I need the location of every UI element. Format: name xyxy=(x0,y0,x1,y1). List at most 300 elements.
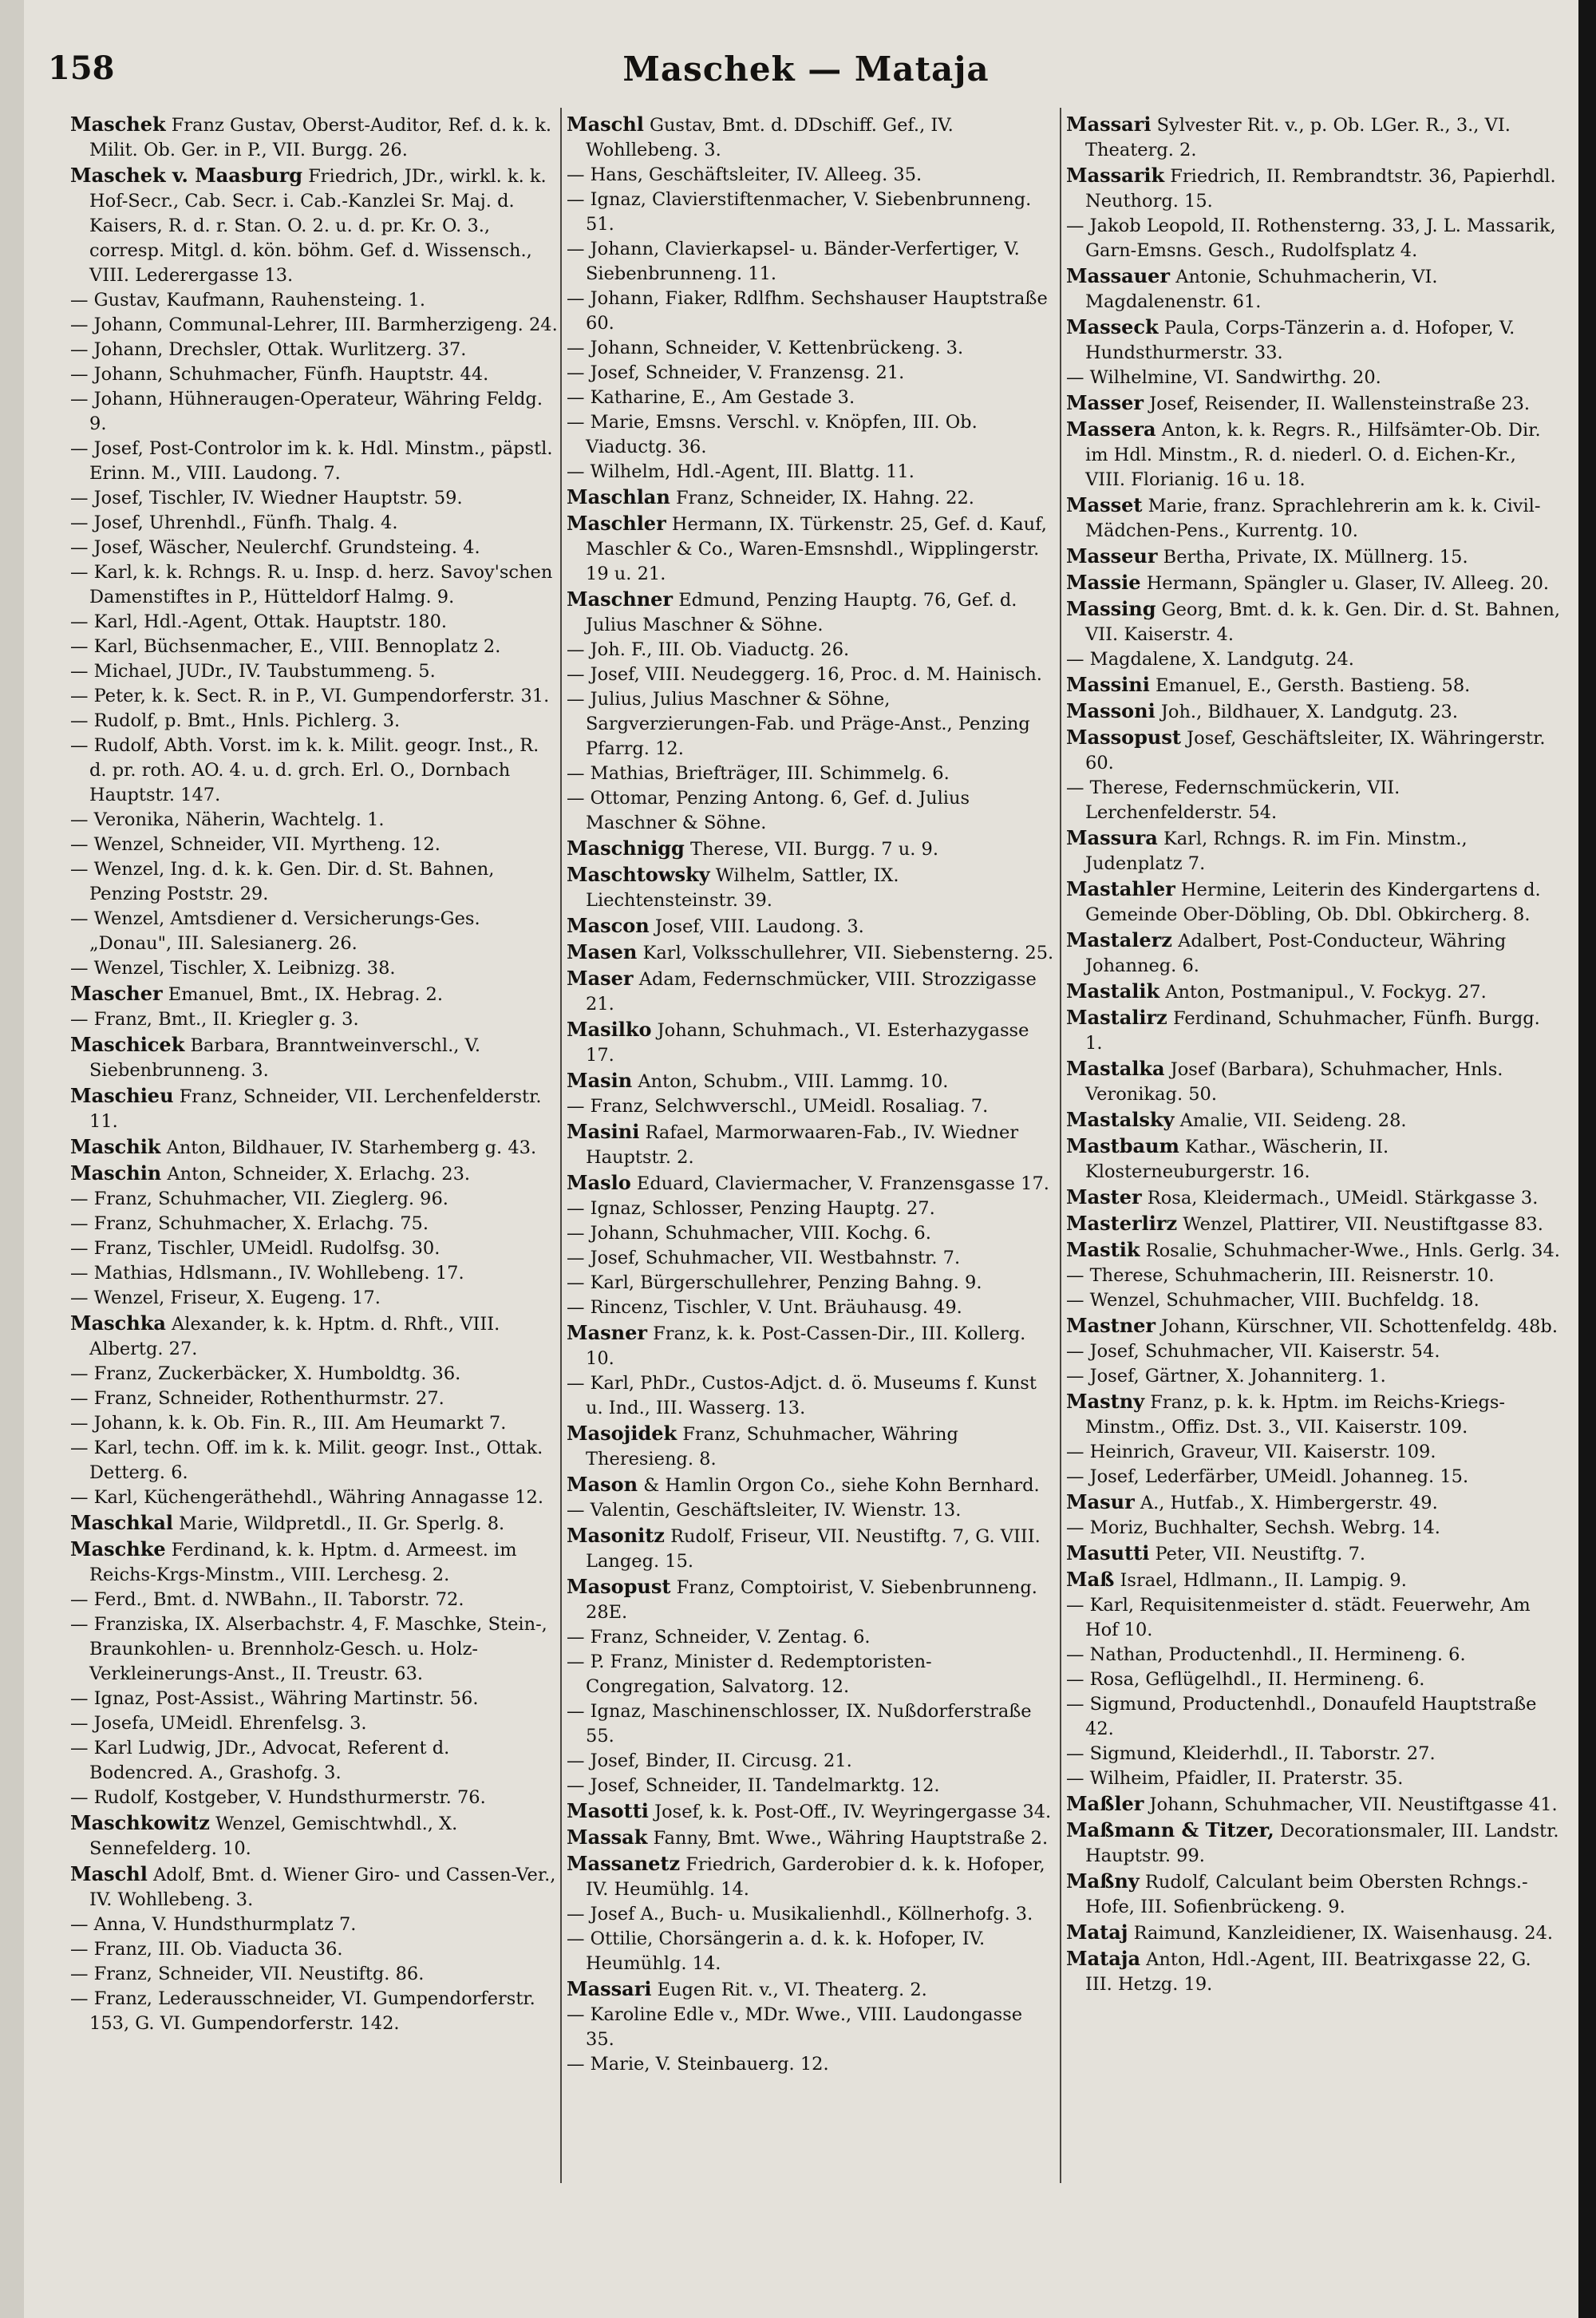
entry-details: — Johann, Drechsler, Ottak. Wurlitzerg. 37. xyxy=(70,339,467,360)
entry-surname: Masser xyxy=(1066,391,1144,414)
entry-details: Marie, franz. Sprachlehrerin am k. k. Civil-Mädchen-Pens., Kurrentg. 10. xyxy=(1085,496,1541,541)
entry-details: Wenzel, Plattirer, VII. Neustiftgasse 83. xyxy=(1183,1214,1543,1235)
entry-details: — Josefa, UMeidl. Ehrenfelsg. 3. xyxy=(70,1713,367,1734)
entry-surname: Masseck xyxy=(1066,315,1159,338)
directory-entry xyxy=(70,833,559,857)
entry-details: Anton, Bildhauer, IV. Starhemberg g. 43. xyxy=(166,1137,537,1158)
entry-surname: Maßler xyxy=(1066,1792,1144,1815)
entry-details: — Karl, Bürgerschullehrer, Penzing Bahng. 9. xyxy=(567,1272,982,1293)
entry-surname: Masin xyxy=(567,1069,633,1092)
directory-entry xyxy=(1066,1364,1561,1389)
entry-surname: Maser xyxy=(567,967,634,990)
entry-surname: Massanetz xyxy=(567,1852,681,1875)
directory-entry xyxy=(567,966,1055,1017)
entry-details: Eugen Rit. v., VI. Theaterg. 2. xyxy=(657,1980,927,2000)
directory-entry xyxy=(70,1537,559,1588)
directory-entry xyxy=(567,1927,1055,1976)
entry-details: Raimund, Kanzleidiener, IX. Waisenhausg. 24. xyxy=(1133,1923,1554,1944)
directory-entry xyxy=(70,907,559,956)
directory-entry xyxy=(70,1711,559,1736)
entry-details: — Franz, Schneider, Rothenthurmstr. 27. xyxy=(70,1388,444,1409)
entry-surname: Maschtowsky xyxy=(567,863,710,886)
entry-surname: Massari xyxy=(567,1977,652,2000)
entry-surname: Maslo xyxy=(567,1171,631,1194)
entry-details: Franz, p. k. k. Hptm. im Reichs-Kriegs-Minstm., Offiz. Dst. 3., VII. Kaiserstr. 109. xyxy=(1085,1392,1505,1438)
directory-entry xyxy=(1066,1766,1561,1791)
directory-entry xyxy=(567,939,1055,966)
entry-details: — Rudolf, Abth. Vorst. im k. k. Milit. geogr. Inst., R. d. pr. roth. AO. 4. u. d. grch. Erl. O., Dornbach Hauptstr. 147. xyxy=(70,735,539,805)
entry-surname: Masotti xyxy=(567,1799,649,1822)
entry-surname: Massie xyxy=(1066,571,1141,594)
directory-entry xyxy=(70,536,559,560)
directory-entry xyxy=(70,1161,559,1187)
entry-surname: Mastalka xyxy=(1066,1057,1165,1080)
directory-entry xyxy=(567,237,1055,287)
entry-details: Friedrich, JDr., wirkl. k. k. Hof-Secr., Cab. Secr. i. Cab.-Kanzlei Sr. Maj. d. Kaisers, R. d. r. Stan. O. 2. u. d. pr. Kr. O. 3., corresp. Mitgl. d. kön. böhm. Gef. d. Wissensch., VIII. Lederergasse 13. xyxy=(89,166,547,286)
directory-entry xyxy=(1066,570,1561,596)
directory-entry xyxy=(1066,1107,1561,1133)
directory-entry xyxy=(1066,698,1561,725)
entry-details: — Josef, Tischler, IV. Wiedner Hauptstr. 59. xyxy=(70,488,463,508)
entry-details: — Johann, k. k. Ob. Fin. R., III. Am Heumarkt 7. xyxy=(70,1413,507,1434)
directory-entry xyxy=(1066,263,1561,314)
entry-details: — Wilhelmine, VI. Sandwirthg. 20. xyxy=(1066,367,1381,388)
directory-entry xyxy=(70,1962,559,1987)
entry-details: Eduard, Claviermacher, V. Franzensgasse 17. xyxy=(636,1173,1049,1194)
entry-surname: Maschl xyxy=(567,113,644,136)
entry-details: — Franz, Zuckerbäcker, X. Humboldtg. 36. xyxy=(70,1363,461,1384)
entry-details: Josef, k. k. Post-Off., IV. Weyringergasse 34. xyxy=(654,1802,1052,1822)
directory-entry xyxy=(567,2003,1055,2052)
entry-details: — Ignaz, Post-Assist., Währing Martinstr. 56. xyxy=(70,1688,479,1709)
entry-surname: Masonitz xyxy=(567,1524,665,1547)
entry-details: Joh., Bildhauer, X. Landgutg. 23. xyxy=(1160,702,1459,722)
directory-entry xyxy=(567,511,1055,587)
directory-entry xyxy=(70,1436,559,1485)
entry-details: Wilhelm, Sattler, IX. Liechtensteinstr. 39. xyxy=(586,865,899,911)
directory-entry xyxy=(70,362,559,387)
entry-details: Anton, Postmanipul., V. Fockyg. 27. xyxy=(1165,982,1487,1003)
entry-details: — Michael, JUDr., IV. Taubstummeng. 5. xyxy=(70,661,436,682)
entry-details: — Franz, Tischler, UMeidl. Rudolfsg. 30. xyxy=(70,1238,440,1259)
directory-entry xyxy=(70,1786,559,1810)
entry-details: — Jakob Leopold, II. Rothensterng. 33, J. L. Massarik, Garn-Emsns. Gesch., Rudolfsplatz 4. xyxy=(1066,216,1556,261)
entry-details: Barbara, Branntweinverschl., V. Siebenbrunneng. 3. xyxy=(89,1035,481,1081)
directory-entry xyxy=(70,684,559,709)
entry-details: Anton, k. k. Regrs. R., Hilfsämter-Ob. Dir. im Hdl. Minstm., R. d. niederl. O. d. Eichen-Kr., VIII. Florianig. 16 u. 18. xyxy=(1085,420,1541,490)
directory-entry xyxy=(1066,1489,1561,1516)
entry-details: Rudolf, Calculant beim Obersten Rchngs.-Hofe, III. Sofienbrückeng. 9. xyxy=(1085,1872,1528,1917)
directory-entry xyxy=(567,1749,1055,1774)
entry-details: — Karoline Edle v., MDr. Wwe., VIII. Laudongasse 35. xyxy=(567,2004,1023,2050)
directory-entry xyxy=(1066,163,1561,214)
entry-details: — Mathias, Briefträger, III. Schimmelg. 6. xyxy=(567,763,950,784)
directory-entry xyxy=(70,338,559,362)
entry-details: — Marie, V. Steinbauerg. 12. xyxy=(567,2054,829,2075)
directory-entry xyxy=(567,1902,1055,1927)
directory-entry xyxy=(567,163,1055,188)
entry-details: Franz, Schuhmacher, Währing Theresieng. 8. xyxy=(586,1424,958,1470)
entry-details: — Sigmund, Kleiderhdl., II. Taborstr. 27. xyxy=(1066,1743,1436,1764)
directory-entry xyxy=(1066,214,1561,263)
entry-details: — Ignaz, Clavierstiftenmacher, V. Siebenbrunneng. 51. xyxy=(567,189,1032,235)
directory-entry xyxy=(70,1236,559,1261)
entry-details: — Nathan, Productenhdl., II. Hermineng. 6. xyxy=(1066,1644,1466,1665)
entry-details: Hermann, IX. Türkenstr. 25, Gef. d. Kauf, Maschler & Co., Waren-Emsnshdl., Wipplingerstr. 19 u. 21. xyxy=(586,514,1047,584)
entry-surname: Maschek xyxy=(70,113,166,136)
directory-entry xyxy=(1066,672,1561,698)
directory-entry xyxy=(1066,1791,1561,1818)
entry-details: — Marie, Emsns. Verschl. v. Knöpfen, III. Ob. Viaductg. 36. xyxy=(567,412,978,457)
directory-entry xyxy=(70,956,559,981)
directory-entry xyxy=(567,1851,1055,1902)
entry-details: — Johann, Clavierkapsel- u. Bänder-Verfertiger, V. Siebenbrunneng. 11. xyxy=(567,239,1020,284)
entry-surname: Mason xyxy=(567,1473,638,1496)
entry-surname: Maschek v. Maasburg xyxy=(70,164,303,187)
entry-details: — Johann, Communal-Lehrer, III. Barmherzigeng. 24. xyxy=(70,314,558,335)
directory-entry xyxy=(567,1625,1055,1650)
entry-details: — Karl Ludwig, JDr., Advocat, Referent d. Bodencred. A., Grashofg. 3. xyxy=(70,1738,450,1783)
entry-details: — Katharine, E., Am Gestade 3. xyxy=(567,387,855,408)
directory-entry xyxy=(70,486,559,511)
entry-surname: Massera xyxy=(1066,417,1156,441)
entry-details: Hermine, Leiterin des Kindergartens d. Gemeinde Ober-Döbling, Ob. Dbl. Obkircherg. 8. xyxy=(1085,880,1541,925)
entry-details: — Ignaz, Maschinenschlosser, IX. Nußdorferstraße 55. xyxy=(567,1701,1032,1746)
directory-entry xyxy=(1066,596,1561,647)
entry-details: — Mathias, Hdlsmann., IV. Wohllebeng. 17. xyxy=(70,1263,464,1284)
directory-entry xyxy=(70,808,559,833)
entry-surname: Maschka xyxy=(70,1311,166,1335)
entry-details: — Franz, Lederausschneider, VI. Gumpendorferstr. 153, G. VI. Gumpendorferstr. 142. xyxy=(70,1988,535,2034)
entry-surname: Maschkowitz xyxy=(70,1811,210,1834)
directory-entry xyxy=(70,635,559,659)
directory-entry xyxy=(1066,314,1561,366)
directory-entry xyxy=(567,1320,1055,1371)
column-2 xyxy=(567,112,1055,2283)
entry-surname: Massopust xyxy=(1066,726,1181,749)
entry-surname: Masset xyxy=(1066,493,1143,516)
entry-details: — Josef, Wäscher, Neulerchf. Grundsteing. 4. xyxy=(70,537,480,558)
entry-details: Karl, Rchngs. R. im Fin. Minstm., Judenplatz 7. xyxy=(1085,829,1468,874)
entry-surname: Massing xyxy=(1066,597,1156,620)
directory-entry xyxy=(567,287,1055,336)
directory-entry xyxy=(70,1411,559,1436)
entry-details: Adam, Federnschmücker, VIII. Strozzigasse 21. xyxy=(586,969,1037,1015)
entry-details: Emanuel, E., Gersth. Bastieng. 58. xyxy=(1155,675,1471,696)
entry-details: — Anna, V. Hundsthurmplatz 7. xyxy=(70,1914,357,1935)
entry-surname: Massoni xyxy=(1066,699,1156,722)
directory-entry xyxy=(567,188,1055,237)
entry-details: — Josef, Binder, II. Circusg. 21. xyxy=(567,1750,852,1771)
directory-entry xyxy=(567,1699,1055,1749)
entry-details: — Joh. F., III. Ob. Viaductg. 26. xyxy=(567,639,850,660)
directory-entry xyxy=(1066,1133,1561,1185)
directory-entry xyxy=(567,1068,1055,1094)
entry-details: — Ignaz, Schlosser, Penzing Hauptg. 27. xyxy=(567,1198,935,1219)
entry-details: — Wenzel, Ing. d. k. k. Gen. Dir. d. St. Bahnen, Penzing Poststr. 29. xyxy=(70,859,495,904)
directory-entry xyxy=(567,1774,1055,1798)
entry-details: — Josef, Lederfärber, UMeidl. Johanneg. 15. xyxy=(1066,1466,1469,1487)
entry-details: — Karl, Hdl.-Agent, Ottak. Hauptstr. 180. xyxy=(70,611,448,632)
entry-details: Kathar., Wäscherin, II. Klosterneuburgerstr. 16. xyxy=(1085,1137,1389,1182)
entry-details: — Moriz, Buchhalter, Sechsh. Webrg. 14. xyxy=(1066,1517,1440,1538)
entry-details: — Johann, Schuhmacher, VIII. Kochg. 6. xyxy=(567,1223,931,1244)
entry-details: Anton, Schubm., VIII. Lammg. 10. xyxy=(638,1071,949,1092)
entry-details: Rudolf, Friseur, VII. Neustiftg. 7, G. VIII. Langeg. 15. xyxy=(586,1526,1041,1572)
entry-details: Therese, VII. Burgg. 7 u. 9. xyxy=(689,839,938,860)
directory-entry xyxy=(1066,1818,1561,1869)
entry-details: — Peter, k. k. Sect. R. in P., VI. Gumpendorferstr. 31. xyxy=(70,686,550,706)
directory-entry xyxy=(1066,1516,1561,1541)
directory-entry xyxy=(567,862,1055,913)
entry-surname: Massauer xyxy=(1066,264,1171,287)
entry-details: — Josef, Post-Controlor im k. k. Hdl. Minstm., päpstl. Erinn. M., VIII. Laudong. 7. xyxy=(70,438,553,484)
entry-details: Antonie, Schuhmacherin, VI. Magdalenenstr. 61. xyxy=(1085,267,1438,312)
entry-details: & Hamlin Orgon Co., siehe Kohn Bernhard. xyxy=(643,1475,1040,1496)
directory-entry xyxy=(567,1271,1055,1295)
entry-details: Josef (Barbara), Schuhmacher, Hnls. Veronikag. 50. xyxy=(1085,1059,1503,1105)
directory-entry xyxy=(1066,1339,1561,1364)
directory-entry xyxy=(567,112,1055,163)
directory-entry xyxy=(1066,1541,1561,1567)
page-number: 158 xyxy=(48,49,115,87)
entry-surname: Masner xyxy=(567,1321,647,1344)
entry-surname: Maschnigg xyxy=(567,837,685,860)
entry-details: Ferdinand, Schuhmacher, Fünfh. Burgg. 1. xyxy=(1085,1008,1540,1054)
directory-entry xyxy=(1066,1920,1561,1946)
entry-details: — Karl, techn. Off. im k. k. Milit. geogr. Inst., Ottak. Detterg. 6. xyxy=(70,1438,543,1483)
entry-surname: Masilko xyxy=(567,1018,652,1041)
entry-surname: Maschler xyxy=(567,512,666,535)
entry-details: Rosalie, Schuhmacher-Wwe., Hnls. Gerlg. 34. xyxy=(1145,1240,1560,1261)
directory-entry xyxy=(567,836,1055,862)
entry-details: Franz, Schneider, IX. Hahng. 22. xyxy=(675,488,974,508)
entry-details: — Karl, PhDr., Custos-Adjct. d. ö. Museums f. Kunst u. Ind., III. Wasserg. 13. xyxy=(567,1373,1037,1418)
directory-entry xyxy=(70,610,559,635)
entry-details: Hermann, Spängler u. Glaser, IV. Alleeg. 20. xyxy=(1146,573,1550,594)
directory-entry xyxy=(1066,1056,1561,1107)
directory-entry xyxy=(1066,366,1561,390)
entry-details: — Wilheim, Pfaidler, II. Praterstr. 35. xyxy=(1066,1768,1404,1789)
entry-details: — Therese, Federnschmückerin, VII. Lerchenfelderstr. 54. xyxy=(1066,777,1400,823)
entry-surname: Masojidek xyxy=(567,1422,678,1445)
directory-entry xyxy=(1066,928,1561,979)
entry-details: — Josef, Schneider, V. Franzensg. 21. xyxy=(567,362,905,383)
directory-entry xyxy=(1066,1237,1561,1264)
directory-entry xyxy=(1066,1288,1561,1313)
directory-entry xyxy=(70,1736,559,1786)
page-left-margin xyxy=(0,0,24,2318)
entry-surname: Maschkal xyxy=(70,1511,173,1534)
entry-details: Israel, Hdlmann., II. Lampig. 9. xyxy=(1120,1570,1407,1591)
entry-details: — Franz, Schneider, VII. Neustiftg. 86. xyxy=(70,1964,425,1984)
directory-entry xyxy=(70,313,559,338)
page-header xyxy=(48,49,1564,97)
directory-entry xyxy=(567,361,1055,386)
directory-entry xyxy=(1066,647,1561,672)
entry-details: — Julius, Julius Maschner & Söhne, Sargverzierungen-Fab. und Präge-Anst., Penzing Pfarrg. 12. xyxy=(567,689,1030,759)
directory-entry xyxy=(567,1650,1055,1699)
entry-details: — Wenzel, Friseur, X. Eugeng. 17. xyxy=(70,1288,381,1308)
entry-details: — P. Franz, Minister d. Redemptoristen-Congregation, Salvatorg. 12. xyxy=(567,1651,932,1697)
directory-entry xyxy=(567,1197,1055,1221)
entry-details: — Karl, Büchsenmacher, E., VIII. Bennoplatz 2. xyxy=(70,636,501,657)
entry-details: A., Hutfab., X. Himbergerstr. 49. xyxy=(1140,1493,1438,1513)
directory-entry xyxy=(70,1861,559,1913)
entry-details: Sylvester Rit. v., p. Ob. LGer. R., 3., VI. Theaterg. 2. xyxy=(1085,115,1511,160)
entry-details: — Wenzel, Tischler, X. Leibnizg. 38. xyxy=(70,958,396,979)
entry-details: — Franz, Schuhmacher, VII. Zieglerg. 96. xyxy=(70,1189,448,1209)
entry-details: Johann, Kürschner, VII. Schottenfeldg. 48b. xyxy=(1161,1316,1558,1337)
entry-details: Adolf, Bmt. d. Wiener Giro- und Cassen-Ver., IV. Wohllebeng. 3. xyxy=(89,1865,556,1910)
directory-entry xyxy=(70,1212,559,1236)
directory-entry xyxy=(567,1498,1055,1523)
entry-details: Paula, Corps-Tänzerin a. d. Hofoper, V. Hundsthurmerstr. 33. xyxy=(1085,318,1515,363)
entry-details: — Hans, Geschäftsleiter, IV. Alleeg. 35. xyxy=(567,164,922,185)
directory-entry xyxy=(1066,825,1561,876)
entry-details: — Rincenz, Tischler, V. Unt. Bräuhausg. 49. xyxy=(567,1297,962,1318)
directory-entry xyxy=(70,659,559,684)
entry-surname: Master xyxy=(1066,1185,1142,1208)
entry-surname: Masopust xyxy=(567,1575,671,1598)
directory-entry xyxy=(1066,112,1561,163)
directory-entry xyxy=(70,1386,559,1411)
directory-entry xyxy=(70,163,559,288)
directory-entry xyxy=(70,1286,559,1311)
entry-details: — Wenzel, Schneider, VII. Myrtheng. 12. xyxy=(70,834,440,855)
directory-entry xyxy=(567,913,1055,939)
entry-details: Franz, Comptoirist, V. Siebenbrunneng. 28E. xyxy=(586,1577,1037,1623)
entry-surname: Massarik xyxy=(1066,164,1165,187)
directory-entry xyxy=(1066,1440,1561,1465)
entry-details: Ferdinand, k. k. Hptm. d. Armeest. im Reichs-Krgs-Minstm., VIII. Lerchesg. 2. xyxy=(89,1540,517,1585)
directory-entry xyxy=(1066,1185,1561,1211)
directory-entry xyxy=(567,410,1055,460)
entry-surname: Maschlan xyxy=(567,485,670,508)
directory-entry xyxy=(567,485,1055,511)
entry-surname: Massura xyxy=(1066,826,1158,849)
directory-entry xyxy=(1066,1567,1561,1593)
directory-entry xyxy=(70,1987,559,2036)
entry-details: — Wenzel, Amtsdiener d. Versicherungs-Ges. „Donau", III. Salesianerg. 26. xyxy=(70,908,480,954)
directory-entry xyxy=(1066,1593,1561,1643)
entry-surname: Maschke xyxy=(70,1537,166,1560)
entry-details: — Josef A., Buch- u. Musikalienhdl., Köllnerhofg. 3. xyxy=(567,1904,1033,1924)
directory-entry xyxy=(1066,776,1561,825)
entry-details: — Franz, Selchwverschl., UMeidl. Rosaliag. 7. xyxy=(567,1096,989,1117)
directory-entry xyxy=(70,1007,559,1032)
entry-details: — Heinrich, Graveur, VII. Kaiserstr. 109. xyxy=(1066,1442,1436,1462)
directory-entry xyxy=(567,1246,1055,1271)
entry-surname: Massini xyxy=(1066,673,1150,696)
entry-surname: Mataja xyxy=(1066,1947,1140,1970)
directory-entry xyxy=(70,734,559,808)
entry-surname: Mastahler xyxy=(1066,877,1175,900)
entry-surname: Maß xyxy=(1066,1568,1115,1591)
directory-entry xyxy=(70,981,559,1007)
column-1 xyxy=(70,112,559,2283)
entry-details: Franz, Schneider, VII. Lerchenfelderstr. 11. xyxy=(89,1086,542,1132)
entry-details: — Josef, VIII. Neudeggerg. 16, Proc. d. M. Hainisch. xyxy=(567,664,1042,685)
directory-entry xyxy=(70,1588,559,1612)
directory-entry xyxy=(1066,725,1561,776)
entry-surname: Masini xyxy=(567,1120,640,1143)
directory-entry xyxy=(567,761,1055,786)
directory-entry xyxy=(567,1523,1055,1574)
entry-surname: Massari xyxy=(1066,113,1152,136)
entry-surname: Maschicek xyxy=(70,1033,185,1056)
entry-details: — Rosa, Geflügelhdl., II. Hermineng. 6. xyxy=(1066,1669,1425,1690)
directory-entry xyxy=(70,709,559,734)
entry-details: Marie, Wildpretdl., II. Gr. Sperlg. 8. xyxy=(179,1513,505,1534)
directory-entry xyxy=(567,1421,1055,1472)
entry-details: Friedrich, II. Rembrandtstr. 36, Papierhdl. Neuthorg. 15. xyxy=(1085,166,1556,212)
directory-entry xyxy=(1066,417,1561,492)
entry-surname: Mastalik xyxy=(1066,979,1160,1003)
entry-surname: Mastalerz xyxy=(1066,928,1172,951)
entry-surname: Mastik xyxy=(1066,1238,1140,1261)
entry-details: — Wilhelm, Hdl.-Agent, III. Blattg. 11. xyxy=(567,461,915,482)
entry-details: — Karl, k. k. Rchngs. R. u. Insp. d. herz. Savoy'schen Damenstiftes in P., Hütteldorf Halmg. 9. xyxy=(70,562,553,607)
directory-entry xyxy=(567,1221,1055,1246)
entry-details: Georg, Bmt. d. k. k. Gen. Dir. d. St. Bahnen, VII. Kaiserstr. 4. xyxy=(1085,599,1561,645)
directory-entry xyxy=(1066,1742,1561,1766)
directory-entry xyxy=(567,1825,1055,1851)
directory-entry xyxy=(70,1261,559,1286)
entry-details: — Sigmund, Productenhdl., Donaufeld Hauptstraße 42. xyxy=(1066,1694,1537,1739)
directory-entry xyxy=(567,1017,1055,1068)
directory-entry xyxy=(70,1311,559,1362)
directory-entry xyxy=(1066,390,1561,417)
entry-surname: Massak xyxy=(567,1826,648,1849)
directory-entry xyxy=(1066,1692,1561,1742)
entry-details: Gustav, Bmt. d. DDschiff. Gef., IV. Wohllebeng. 3. xyxy=(586,115,954,160)
entry-surname: Mastalirz xyxy=(1066,1006,1167,1029)
entry-surname: Mascher xyxy=(70,982,163,1005)
directory-entry xyxy=(1066,979,1561,1005)
entry-details: — Franz, Bmt., II. Kriegler g. 3. xyxy=(70,1009,359,1030)
entry-details: Wenzel, Gemischtwhdl., X. Sennefelderg. 10. xyxy=(89,1814,458,1859)
entry-details: — Johann, Schuhmacher, Fünfh. Hauptstr. 44. xyxy=(70,364,489,385)
directory-entry xyxy=(1066,1313,1561,1339)
entry-details: — Josef, Gärtner, X. Johanniterg. 1. xyxy=(1066,1366,1386,1386)
directory-entry xyxy=(1066,1667,1561,1692)
entry-details: Edmund, Penzing Hauptg. 76, Gef. d. Julius Maschner & Söhne. xyxy=(586,590,1017,635)
entry-details: Rosa, Kleidermach., UMeidl. Stärkgasse 3. xyxy=(1147,1188,1539,1208)
entry-details: — Valentin, Geschäftsleiter, IV. Wienstr. 13. xyxy=(567,1500,962,1521)
entry-details: — Josef, Schuhmacher, VII. Westbahnstr. 7. xyxy=(567,1248,961,1268)
directory-entry xyxy=(70,1134,559,1161)
directory-entry xyxy=(567,638,1055,663)
entry-details: Johann, Schuhmacher, VII. Neustiftgasse 41. xyxy=(1149,1794,1558,1815)
directory-entry xyxy=(1066,876,1561,928)
entry-details: Josef, Reisender, II. Wallensteinstraße 23. xyxy=(1149,394,1531,414)
directory-entry xyxy=(70,112,559,163)
directory-entry xyxy=(1066,1264,1561,1288)
entry-details: — Ottilie, Chorsängerin a. d. k. k. Hofoper, IV. Heumühlg. 14. xyxy=(567,1928,986,1974)
entry-surname: Masutti xyxy=(1066,1541,1150,1564)
entry-details: Franz, k. k. Post-Cassen-Dir., III. Kollerg. 10. xyxy=(586,1323,1026,1369)
entry-details: — Gustav, Kaufmann, Rauhensteing. 1. xyxy=(70,290,425,311)
directory-entry xyxy=(70,387,559,437)
directory-entry xyxy=(70,857,559,907)
directory-entry xyxy=(567,663,1055,687)
directory-entry xyxy=(567,1371,1055,1421)
directory-entry xyxy=(1066,1211,1561,1237)
entry-details: Fanny, Bmt. Wwe., Währing Hauptstraße 2. xyxy=(653,1828,1049,1849)
entry-surname: Maßny xyxy=(1066,1869,1140,1893)
entry-details: Emanuel, Bmt., IX. Hebrag. 2. xyxy=(168,984,444,1005)
